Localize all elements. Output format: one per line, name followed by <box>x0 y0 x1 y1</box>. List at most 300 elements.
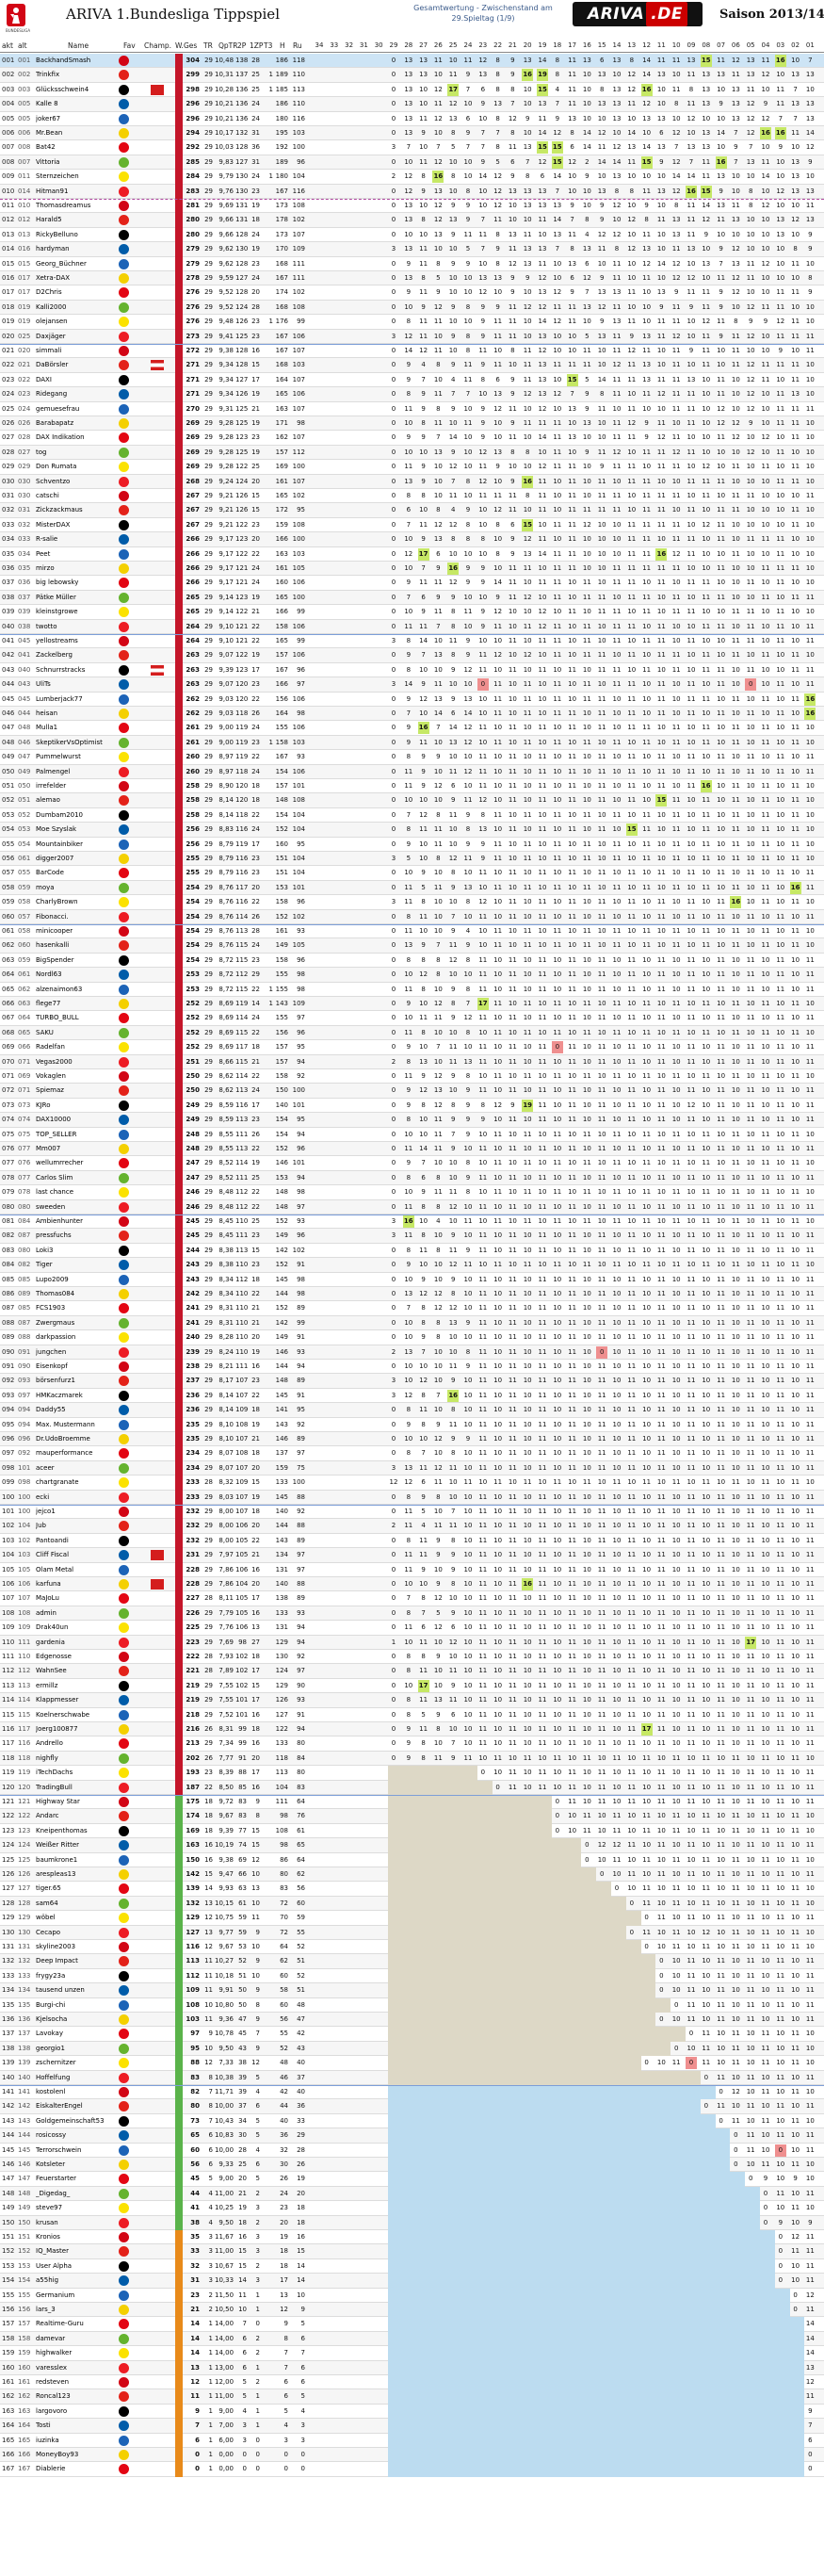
table-row[interactable] <box>0 648 824 662</box>
wertung-indicator <box>175 358 183 372</box>
player-name[interactable]: Fibonacci. <box>36 913 119 921</box>
table-row[interactable] <box>0 315 824 329</box>
table-row[interactable] <box>0 910 824 924</box>
rank-current: 001 <box>2 57 15 65</box>
table-row[interactable] <box>0 1360 824 1374</box>
spieltag-score: 11 <box>671 492 682 500</box>
player-name[interactable]: joker67 <box>36 115 119 123</box>
table-row[interactable] <box>0 895 824 909</box>
table-row[interactable] <box>0 1229 824 1243</box>
table-row[interactable] <box>0 707 824 721</box>
player-name[interactable]: Jub <box>36 1522 119 1530</box>
spieltag-header-26: 26 <box>432 41 444 50</box>
player-name[interactable]: Pummelwurst <box>36 753 119 761</box>
spieltag-score: 13 <box>432 187 444 196</box>
table-row[interactable] <box>0 1519 824 1533</box>
player-name[interactable]: BackhandSmash <box>36 57 119 65</box>
table-row[interactable] <box>0 1273 824 1287</box>
player-name[interactable]: chartgranate <box>36 1478 119 1487</box>
spieltag-score: 0 <box>388 768 399 776</box>
table-row[interactable] <box>0 1650 824 1664</box>
table-row[interactable] <box>0 591 824 605</box>
table-row[interactable] <box>0 1200 824 1215</box>
player-name[interactable]: DaBörsler <box>36 361 119 369</box>
table-row[interactable] <box>0 532 824 546</box>
spieltag-score: 11 <box>596 1623 607 1632</box>
player-name[interactable]: SAKU <box>36 1029 119 1037</box>
player-name[interactable]: alemao <box>36 796 119 805</box>
player-name[interactable]: jejco1 <box>36 1508 119 1516</box>
spieltag-score: 11 <box>537 796 548 805</box>
player-name[interactable]: MaJoLu <box>36 1594 119 1603</box>
player-name[interactable]: WahnSee <box>36 1667 119 1675</box>
table-row[interactable] <box>0 155 824 170</box>
player-name[interactable]: gemuesefrau <box>36 405 119 414</box>
table-row[interactable] <box>0 1664 824 1678</box>
table-row[interactable] <box>0 1258 824 1272</box>
player-name[interactable]: Mr.Bean <box>36 129 119 138</box>
table-row[interactable] <box>0 1591 824 1606</box>
table-row[interactable] <box>0 402 824 416</box>
player-name[interactable]: twotto <box>36 623 119 631</box>
table-row[interactable] <box>0 997 824 1011</box>
table-row[interactable] <box>0 68 824 82</box>
table-row[interactable] <box>0 1301 824 1315</box>
player-name[interactable]: yellostreams <box>36 637 119 645</box>
table-row[interactable] <box>0 1069 824 1084</box>
table-row[interactable] <box>0 1446 824 1460</box>
table-row[interactable] <box>0 185 824 199</box>
spieltag-score: 11 <box>596 956 607 965</box>
table-row[interactable] <box>0 1534 824 1548</box>
player-name[interactable]: KJRo <box>36 1101 119 1110</box>
spieltag-score: 8 <box>418 986 429 994</box>
spieltag-score: 10 <box>790 274 801 283</box>
player-name[interactable]: Trinkfix <box>36 71 119 79</box>
player-name[interactable]: Edgenosse <box>36 1653 119 1661</box>
spieltag-score: 11 <box>686 898 697 906</box>
player-name[interactable]: Mulla1 <box>36 724 119 732</box>
player-name[interactable]: Dumbam2010 <box>36 811 119 820</box>
table-row[interactable] <box>0 373 824 387</box>
table-row[interactable] <box>0 721 824 735</box>
one-point-count: 23 <box>249 318 260 326</box>
table-row[interactable] <box>0 112 824 126</box>
table-row[interactable] <box>0 1606 824 1621</box>
table-row[interactable] <box>0 736 824 750</box>
player-name[interactable]: TOP_SELLER <box>36 1131 119 1139</box>
player-name[interactable]: Kalli2000 <box>36 303 119 312</box>
player-name[interactable]: Ridegang <box>36 390 119 399</box>
player-name[interactable]: Radelfan <box>36 1043 119 1052</box>
spieltag-score: 11 <box>655 1435 667 1443</box>
player-name[interactable]: Cliff Fiscal <box>36 1551 119 1559</box>
player-name[interactable]: flege77 <box>36 1000 119 1008</box>
table-row[interactable] <box>0 576 824 590</box>
player-name[interactable]: Bat42 <box>36 143 119 152</box>
table-row[interactable] <box>0 213 824 227</box>
player-name[interactable]: alzenaimon63 <box>36 986 119 994</box>
spieltag-score: 9 <box>403 1101 414 1110</box>
table-row[interactable] <box>0 1244 824 1258</box>
table-row[interactable] <box>0 1621 824 1635</box>
table-row[interactable] <box>0 1563 824 1577</box>
player-name[interactable]: Ambienhunter <box>36 1217 119 1226</box>
player-name[interactable]: olejansen <box>36 318 119 326</box>
player-name[interactable]: mirzo <box>36 564 119 573</box>
table-row[interactable] <box>0 301 824 315</box>
spieltag-score: 10 <box>552 666 563 675</box>
table-row[interactable] <box>0 1113 824 1127</box>
player-name[interactable]: last chance <box>36 1188 119 1197</box>
table-row[interactable] <box>0 54 824 68</box>
player-name[interactable]: DAX10000 <box>36 1116 119 1124</box>
table-row[interactable] <box>0 983 824 997</box>
table-row[interactable] <box>0 677 824 692</box>
table-row[interactable] <box>0 968 824 982</box>
spieltag-score: 11 <box>581 506 592 514</box>
table-row[interactable] <box>0 1636 824 1650</box>
table-row[interactable] <box>0 852 824 866</box>
table-row[interactable] <box>0 1142 824 1156</box>
spieltag-score: 10 <box>462 1522 474 1530</box>
player-name[interactable]: HMKaczmarek <box>36 1392 119 1400</box>
table-row[interactable] <box>0 1389 824 1403</box>
spieltag-score: 11 <box>522 680 533 689</box>
table-row[interactable] <box>0 1171 824 1185</box>
player-name[interactable]: Koelnerschwabe <box>36 1711 119 1720</box>
player-name[interactable]: Moe Szyslak <box>36 825 119 834</box>
player-name[interactable]: Thomas084 <box>36 1290 119 1298</box>
player-name[interactable]: irrefelder <box>36 782 119 791</box>
spieltag-score: 12 <box>477 478 489 486</box>
spieltag-score: 8 <box>432 1493 444 1502</box>
player-name[interactable]: gardenia <box>36 1639 119 1647</box>
table-row[interactable] <box>0 823 824 837</box>
player-name[interactable]: heisan <box>36 709 119 718</box>
player-name[interactable]: D2Chris <box>36 288 119 297</box>
player-name[interactable]: wellumrrecher <box>36 1159 119 1167</box>
table-row[interactable] <box>0 750 824 764</box>
player-name[interactable]: Schventzo <box>36 478 119 486</box>
spieltag-score: 10 <box>760 1362 771 1371</box>
player-name[interactable]: SkeptikerVsOptimist <box>36 739 119 747</box>
spieltag-score: 7 <box>581 288 592 297</box>
table-row[interactable] <box>0 838 824 852</box>
player-name[interactable]: Lupo2009 <box>36 1276 119 1284</box>
player-name[interactable]: RickyBelluno <box>36 231 119 239</box>
table-row[interactable] <box>0 693 824 707</box>
table-row[interactable] <box>0 1099 824 1113</box>
table-row[interactable] <box>0 1432 824 1446</box>
first-half-points: 140 <box>275 1508 288 1516</box>
table-row[interactable] <box>0 228 824 242</box>
spieltag-score: 13 <box>611 57 622 65</box>
player-name[interactable]: Spiemaz <box>36 1086 119 1095</box>
second-half-points: 105 <box>290 941 305 950</box>
spieltag-score: 12 <box>611 361 622 369</box>
table-row[interactable] <box>0 1491 824 1505</box>
player-name[interactable]: Peet <box>36 550 119 559</box>
player-name[interactable]: Max. Mustermann <box>36 1421 119 1429</box>
player-name[interactable]: tog <box>36 448 119 457</box>
table-row[interactable] <box>0 257 824 271</box>
table-row[interactable] <box>0 779 824 793</box>
table-row[interactable] <box>0 1215 824 1229</box>
table-row[interactable] <box>0 793 824 807</box>
spieltag-score: 8 <box>403 1667 414 1675</box>
table-row[interactable] <box>0 387 824 401</box>
table-row[interactable] <box>0 416 824 431</box>
spieltag-score: 11 <box>671 1261 682 1269</box>
table-row[interactable] <box>0 199 824 213</box>
table-row[interactable] <box>0 1374 824 1388</box>
spieltag-score: 11 <box>686 695 697 704</box>
table-row[interactable] <box>0 344 824 358</box>
spieltag-score: 11 <box>537 1276 548 1284</box>
player-name[interactable]: BigSpender <box>36 956 119 965</box>
table-row[interactable] <box>0 1156 824 1170</box>
spieltag-score: 10 <box>507 1159 518 1167</box>
table-row[interactable] <box>0 1084 824 1098</box>
spieltag-score: 10 <box>522 1058 533 1067</box>
player-name[interactable]: Lumberjack77 <box>36 695 119 704</box>
player-name[interactable]: hasenkalli <box>36 941 119 950</box>
spieltag-score: 10 <box>790 623 801 631</box>
player-name[interactable]: Georg_Büchner <box>36 260 119 269</box>
player-name[interactable]: Daddy55 <box>36 1406 119 1414</box>
table-row[interactable] <box>0 562 824 576</box>
player-name[interactable]: digger2007 <box>36 855 119 863</box>
spieltag-score: 12 <box>477 796 489 805</box>
spieltag-score: 11 <box>611 333 622 341</box>
player-name[interactable]: ecki <box>36 1493 119 1502</box>
player-name[interactable]: hardyman <box>36 245 119 253</box>
player-name[interactable]: catschi <box>36 492 119 500</box>
table-row[interactable] <box>0 1316 824 1330</box>
player-name[interactable]: Kalle 8 <box>36 100 119 108</box>
player-name[interactable]: BarCode <box>36 869 119 877</box>
table-row[interactable] <box>0 924 824 938</box>
player-name[interactable]: Dr.UdoBroemme <box>36 1435 119 1443</box>
player-name[interactable]: karfuna <box>36 1580 119 1589</box>
player-name[interactable]: Pantoandi <box>36 1537 119 1545</box>
spieltag-score: 10 <box>641 1580 653 1589</box>
spieltag-score: 11 <box>641 666 653 675</box>
spieltag-score: 10 <box>552 1362 563 1371</box>
player-name[interactable]: Vittoria <box>36 158 119 167</box>
total-points: 266 <box>185 550 200 559</box>
col-t3: T3 <box>264 41 272 50</box>
player-name[interactable]: UliTs <box>36 680 119 689</box>
player-name[interactable]: Harald5 <box>36 216 119 224</box>
player-name[interactable]: Vokaglen <box>36 1072 119 1081</box>
player-name[interactable]: Mountainbiker <box>36 840 119 849</box>
table-row[interactable] <box>0 97 824 111</box>
player-name[interactable]: Vegas2000 <box>36 1058 119 1067</box>
table-row[interactable] <box>0 938 824 953</box>
table-row[interactable] <box>0 358 824 372</box>
table-row[interactable] <box>0 1548 824 1562</box>
table-row[interactable] <box>0 1475 824 1490</box>
player-name[interactable]: Zackelberg <box>36 651 119 660</box>
player-name[interactable]: Hitman91 <box>36 187 119 196</box>
table-row[interactable] <box>0 518 824 532</box>
player-name[interactable]: kleinstgrowe <box>36 608 119 616</box>
table-row[interactable] <box>0 271 824 285</box>
spieltag-score: 11 <box>403 768 414 776</box>
table-row[interactable] <box>0 1287 824 1301</box>
player-name[interactable]: minicooper <box>36 927 119 936</box>
player-name[interactable]: Barabapatz <box>36 419 119 428</box>
table-row[interactable] <box>0 285 824 300</box>
table-row[interactable] <box>0 1679 824 1693</box>
player-name[interactable]: admin <box>36 1609 119 1618</box>
table-row[interactable] <box>0 1040 824 1054</box>
spieltag-score: 10 <box>611 1086 622 1095</box>
table-row[interactable] <box>0 1026 824 1040</box>
rank-current: 047 <box>2 724 15 732</box>
player-name[interactable]: TURBO_BULL <box>36 1014 119 1022</box>
table-row[interactable] <box>0 605 824 619</box>
spieltag-score: 9 <box>418 1566 429 1574</box>
table-row[interactable] <box>0 1461 824 1475</box>
table-row[interactable] <box>0 460 824 474</box>
table-row[interactable] <box>0 446 824 460</box>
player-name[interactable]: Daxjäger <box>36 333 119 341</box>
player-name[interactable]: MisterDAX <box>36 521 119 530</box>
spieltag-score: 11 <box>581 680 592 689</box>
spieltag-score: 10 <box>403 796 414 805</box>
player-name[interactable]: Thomasdreamus <box>36 202 119 210</box>
table-row[interactable] <box>0 83 824 97</box>
player-name[interactable]: R-salie <box>36 535 119 544</box>
table-row[interactable] <box>0 489 824 503</box>
spieltag-score: 10 <box>552 1290 563 1298</box>
table-row[interactable] <box>0 1185 824 1199</box>
table-row[interactable] <box>0 170 824 184</box>
player-name[interactable]: ermillz <box>36 1682 119 1690</box>
spieltag-score: 10 <box>522 986 533 994</box>
player-name[interactable]: Tiger <box>36 1261 119 1269</box>
table-row[interactable] <box>0 503 824 517</box>
player-name[interactable]: Xetra-DAX <box>36 274 119 283</box>
one-point-count: 24 <box>249 115 260 123</box>
player-name[interactable]: Olam Metal <box>36 1566 119 1574</box>
player-name[interactable]: Pätke Müller <box>36 594 119 602</box>
spieltag-score: 11 <box>641 811 653 820</box>
table-row[interactable] <box>0 475 824 489</box>
spieltag-score: 11 <box>537 1319 548 1328</box>
spieltag-score: 10 <box>701 1609 712 1618</box>
player-name[interactable]: moya <box>36 884 119 892</box>
spieltag-score: 10 <box>611 1537 622 1545</box>
table-row[interactable] <box>0 1418 824 1432</box>
table-row[interactable] <box>0 1577 824 1591</box>
table-row[interactable] <box>0 140 824 155</box>
player-name[interactable]: Eisenkopf <box>36 1362 119 1371</box>
table-row[interactable] <box>0 808 824 823</box>
player-name[interactable]: simmali <box>36 347 119 355</box>
table-row[interactable] <box>0 881 824 895</box>
table-row[interactable] <box>0 1505 824 1519</box>
table-row[interactable] <box>0 431 824 445</box>
spieltag-score: 10 <box>745 796 756 805</box>
table-row[interactable] <box>0 634 824 648</box>
player-name[interactable]: Glücksschwein4 <box>36 86 119 94</box>
spieltag-score: 11 <box>804 347 816 355</box>
table-row[interactable] <box>0 1330 824 1345</box>
table-row[interactable] <box>0 620 824 634</box>
player-name[interactable]: mauperformance <box>36 1449 119 1458</box>
second-half-points: 111 <box>290 274 305 283</box>
spieltag-score: 11 <box>760 796 771 805</box>
table-row[interactable] <box>0 1011 824 1025</box>
table-row[interactable] <box>0 1708 824 1722</box>
two-point-count: 115 <box>235 986 247 994</box>
player-name[interactable]: pressfuchs <box>36 1231 119 1240</box>
spieltag-score: 11 <box>804 1101 816 1110</box>
player-name[interactable]: Nordl63 <box>36 970 119 979</box>
player-name[interactable]: Carlos Slim <box>36 1174 119 1182</box>
spieltag-score: 10 <box>552 1145 563 1153</box>
table-row[interactable] <box>0 765 824 779</box>
table-row[interactable] <box>0 663 824 677</box>
table-row[interactable] <box>0 1693 824 1707</box>
rank-current: 008 <box>2 158 15 167</box>
table-row[interactable] <box>0 547 824 562</box>
table-row[interactable] <box>0 330 824 344</box>
player-name[interactable]: jungchen <box>36 1348 119 1357</box>
player-name[interactable]: Mm007 <box>36 1145 119 1153</box>
table-row[interactable] <box>0 1055 824 1069</box>
player-name[interactable]: DAXI <box>36 376 119 384</box>
player-name[interactable]: Palmengel <box>36 768 119 776</box>
player-name[interactable]: börsenfurz1 <box>36 1377 119 1385</box>
player-name[interactable]: Sternzeichen <box>36 172 119 181</box>
player-name[interactable]: Don Rumata <box>36 463 119 471</box>
table-row[interactable] <box>0 954 824 968</box>
player-name[interactable]: Schnurrstracks <box>36 666 119 675</box>
table-row[interactable] <box>0 866 824 880</box>
spieltag-score: 10 <box>493 1696 504 1704</box>
player-name[interactable]: Klappmesser <box>36 1696 119 1704</box>
spieltag-header-06: 06 <box>730 41 741 50</box>
player-name[interactable]: Zickzackmaus <box>36 506 119 514</box>
player-name[interactable]: Zwergmaus <box>36 1319 119 1328</box>
spieltag-score: 12 <box>403 187 414 196</box>
player-name[interactable]: sweeden <box>36 1203 119 1212</box>
ariva-brand-logo[interactable] <box>573 2 703 26</box>
player-name[interactable]: DAX Indikation <box>36 433 119 442</box>
player-name[interactable]: aceer <box>36 1464 119 1473</box>
second-half-points: 93 <box>290 1348 305 1357</box>
player-name[interactable]: CharlyBrown <box>36 898 119 906</box>
spieltag-score: 13 <box>537 390 548 399</box>
player-name[interactable]: Loki3 <box>36 1247 119 1255</box>
player-name[interactable]: big lebowsky <box>36 579 119 587</box>
player-name[interactable]: darkpassion <box>36 1333 119 1342</box>
spieltag-score: 11 <box>567 1304 578 1312</box>
player-name[interactable]: FCS1903 <box>36 1304 119 1312</box>
table-row[interactable] <box>0 1128 824 1142</box>
table-row[interactable] <box>0 242 824 256</box>
table-row[interactable] <box>0 1403 824 1417</box>
table-row[interactable] <box>0 126 824 140</box>
player-name[interactable]: Drak40un <box>36 1623 119 1632</box>
tipps-count: 29 <box>202 1043 213 1052</box>
table-row[interactable] <box>0 1345 824 1360</box>
